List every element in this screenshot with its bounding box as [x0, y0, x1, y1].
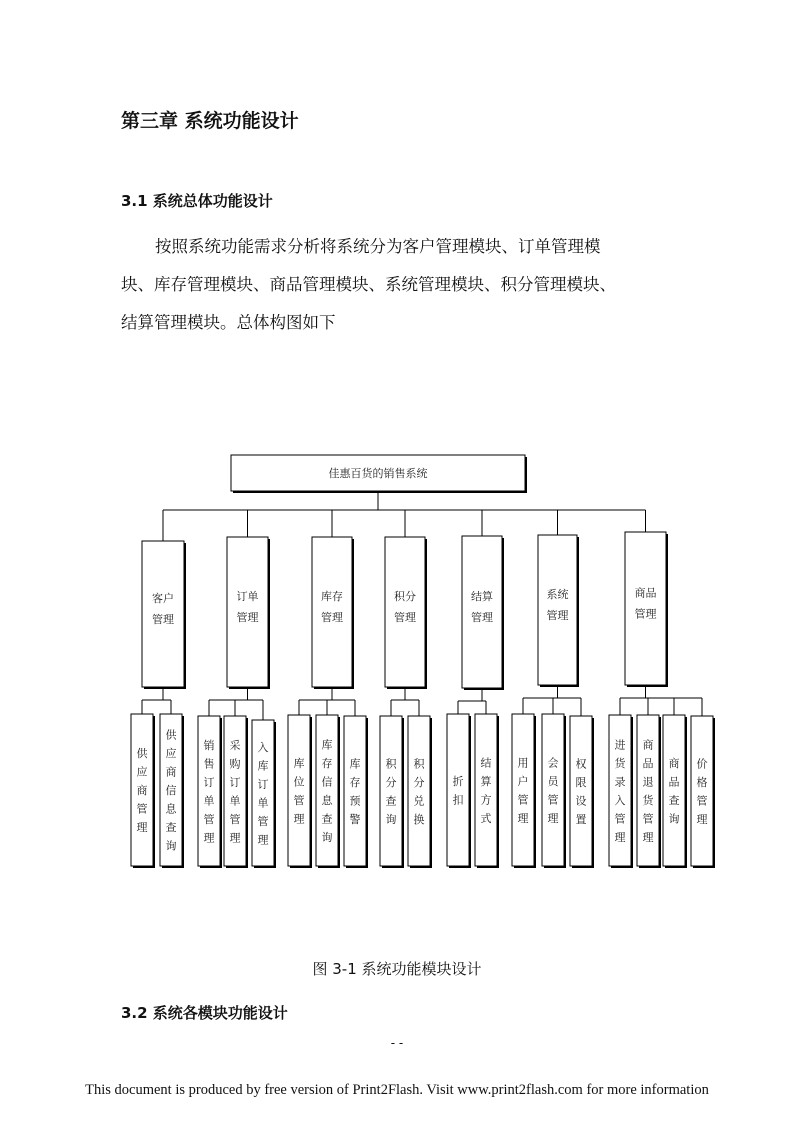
- sub-module-label-char: 入: [257, 740, 269, 754]
- sub-module-label-char: 管: [614, 812, 626, 826]
- sub-module-label-char: 存: [349, 775, 361, 789]
- sub-module-label-char: 管: [293, 793, 305, 807]
- sub-module-label-char: 管: [257, 814, 269, 828]
- sub-module-label-char: 应: [165, 747, 177, 760]
- sub-module-label-char: 商: [668, 756, 680, 770]
- sub-module-label-char: 进: [614, 738, 626, 752]
- sub-module-label-char: 权: [575, 757, 587, 771]
- sub-module-box: [380, 716, 402, 866]
- sub-module-label-char: 息: [165, 802, 177, 816]
- sub-module-label-char: 销: [203, 738, 215, 752]
- paragraph-line: 块、库存管理模块、商品管理模块、系统管理模块、积分管理模块、: [121, 275, 616, 294]
- section-title-3-1: 3.1 系统总体功能设计: [121, 192, 273, 210]
- sub-module-label-char: 录: [614, 775, 626, 789]
- sub-module-label-char: 库: [293, 756, 305, 770]
- chapter-title: 第三章 系统功能设计: [121, 110, 299, 132]
- module-label: 库存: [321, 590, 343, 603]
- sub-module-label-char: 应: [136, 765, 148, 779]
- sub-module-label-char: 方: [480, 793, 492, 807]
- sub-module-label-char: 品: [642, 756, 654, 770]
- sub-module-label-char: 库: [257, 759, 269, 773]
- sub-module-box: [475, 714, 497, 866]
- sub-module-label-char: 用: [517, 756, 529, 770]
- module-label: 管理: [546, 609, 569, 622]
- sub-module-label-char: 限: [575, 775, 587, 789]
- root-label: 佳惠百货的销售系统: [328, 467, 428, 480]
- sub-module-label-char: 查: [385, 794, 397, 808]
- sub-module-label-char: 分: [413, 775, 425, 789]
- sub-module-label-char: 算: [480, 774, 492, 788]
- sub-module-label-char: 库: [349, 757, 361, 771]
- sub-module-label-char: 商: [165, 765, 177, 779]
- sub-module-label-char: 信: [165, 784, 177, 797]
- module-label: 管理: [236, 611, 259, 624]
- sub-module-box: [512, 714, 534, 866]
- sub-module-label-char: 积: [385, 757, 397, 771]
- sub-module-label-char: 询: [668, 812, 680, 826]
- sub-module-label-char: 商: [642, 738, 654, 752]
- print2flash-footer: This document is produced by free version of Print2Flash. Visit www.print2flash.com for more information: [85, 1082, 709, 1098]
- module-label: 系统: [546, 588, 569, 601]
- sub-module-label-char: 积: [413, 757, 425, 771]
- paragraph-line: 结算管理模块。总体构图如下: [121, 313, 336, 332]
- sub-module-label-char: 商: [136, 784, 148, 797]
- sub-module-label-char: 格: [696, 775, 708, 789]
- sub-module-box: [542, 714, 564, 866]
- sub-module-label-char: 扣: [452, 793, 464, 807]
- module-label: 积分: [394, 590, 416, 603]
- sub-module-box: [447, 714, 469, 866]
- sub-module-box: [570, 716, 592, 866]
- sub-module-label-char: 供: [165, 728, 177, 742]
- sub-module-label-char: 理: [517, 811, 529, 825]
- sub-module-label-char: 户: [517, 774, 529, 788]
- figure-caption: 图 3-1 系统功能模块设计: [312, 960, 482, 978]
- sub-module-label-char: 订: [229, 775, 241, 789]
- sub-module-label-char: 设: [575, 794, 587, 808]
- sub-module-label-char: 管: [136, 802, 148, 816]
- sub-module-label-char: 售: [203, 757, 215, 771]
- sub-module-label-char: 式: [480, 811, 492, 825]
- sub-module-label-char: 信: [321, 775, 333, 789]
- sub-module-label-char: 供: [136, 747, 148, 760]
- sub-module-label-char: 货: [614, 756, 626, 770]
- sub-module-label-char: 理: [547, 811, 559, 825]
- sub-module-label-char: 单: [203, 794, 215, 808]
- sub-module-label-char: 理: [257, 833, 269, 847]
- sub-module-box: [691, 716, 713, 866]
- module-label: 管理: [634, 607, 657, 621]
- sub-module-label-char: 预: [349, 794, 361, 808]
- sub-module-label-char: 询: [385, 812, 397, 826]
- module-label: 管理: [321, 611, 343, 624]
- sub-module-label-char: 询: [165, 839, 177, 853]
- sub-module-label-char: 换: [413, 812, 425, 826]
- module-label: 管理: [152, 613, 174, 626]
- sub-module-label-char: 会: [547, 756, 559, 770]
- sub-module-label-char: 置: [575, 812, 587, 826]
- sub-module-label-char: 管: [696, 794, 708, 808]
- module-label: 管理: [394, 611, 416, 624]
- sub-module-label-char: 理: [203, 831, 215, 845]
- section-title-3-2: 3.2 系统各模块功能设计: [121, 1004, 288, 1022]
- sub-module-label-char: 品: [668, 775, 680, 789]
- sub-module-label-char: 管: [642, 812, 654, 826]
- sub-module-label-char: 询: [321, 830, 333, 844]
- sub-module-label-char: 订: [257, 777, 269, 791]
- sub-module-label-char: 入: [614, 793, 626, 807]
- sub-module-label-char: 订: [203, 775, 215, 789]
- sub-module-label-char: 查: [165, 821, 177, 834]
- sub-module-label-char: 单: [257, 796, 269, 810]
- sub-module-label-char: 管: [517, 793, 529, 807]
- module-label: 订单: [236, 590, 259, 603]
- sub-module-box: [408, 716, 430, 866]
- sub-module-label-char: 结: [480, 756, 492, 770]
- page-number: - -: [390, 1036, 404, 1050]
- module-label: 商品: [634, 586, 657, 600]
- sub-module-label-char: 购: [229, 757, 241, 771]
- sub-module-label-char: 单: [229, 794, 241, 808]
- module-label: 结算: [471, 590, 493, 603]
- sub-module-label-char: 货: [642, 793, 654, 807]
- sub-module-label-char: 管: [547, 793, 559, 807]
- sub-module-label-char: 警: [349, 812, 361, 826]
- sub-module-label-char: 价: [696, 757, 708, 771]
- sub-module-label-char: 管: [229, 812, 241, 826]
- sub-module-label-char: 理: [642, 830, 654, 844]
- sub-module-label-char: 理: [229, 831, 241, 845]
- paragraph-line: 按照系统功能需求分析将系统分为客户管理模块、订单管理模: [155, 237, 601, 256]
- sub-module-label-char: 存: [321, 756, 333, 770]
- sub-module-label-char: 位: [293, 775, 305, 789]
- sub-module-label-char: 理: [696, 812, 708, 826]
- sub-module-label-char: 查: [668, 793, 680, 807]
- sub-module-label-char: 理: [136, 821, 148, 834]
- sub-module-label-char: 采: [229, 738, 241, 752]
- sub-module-box: [344, 716, 366, 866]
- sub-module-label-char: 退: [642, 775, 654, 789]
- sub-module-label-char: 息: [321, 793, 333, 807]
- sub-module-label-char: 员: [547, 774, 559, 788]
- sub-module-label-char: 折: [452, 774, 464, 788]
- sub-module-box: [663, 715, 685, 866]
- sub-module-label-char: 管: [203, 812, 215, 826]
- module-label: 管理: [471, 611, 493, 624]
- sub-module-box: [288, 715, 310, 866]
- sub-module-label-char: 理: [293, 812, 305, 826]
- sub-module-label-char: 查: [321, 812, 333, 826]
- module-label: 客户: [152, 592, 174, 605]
- sub-module-label-char: 分: [385, 775, 397, 789]
- sub-module-label-char: 库: [321, 738, 333, 752]
- sub-module-label-char: 理: [614, 830, 626, 844]
- sub-module-label-char: 兑: [413, 794, 425, 808]
